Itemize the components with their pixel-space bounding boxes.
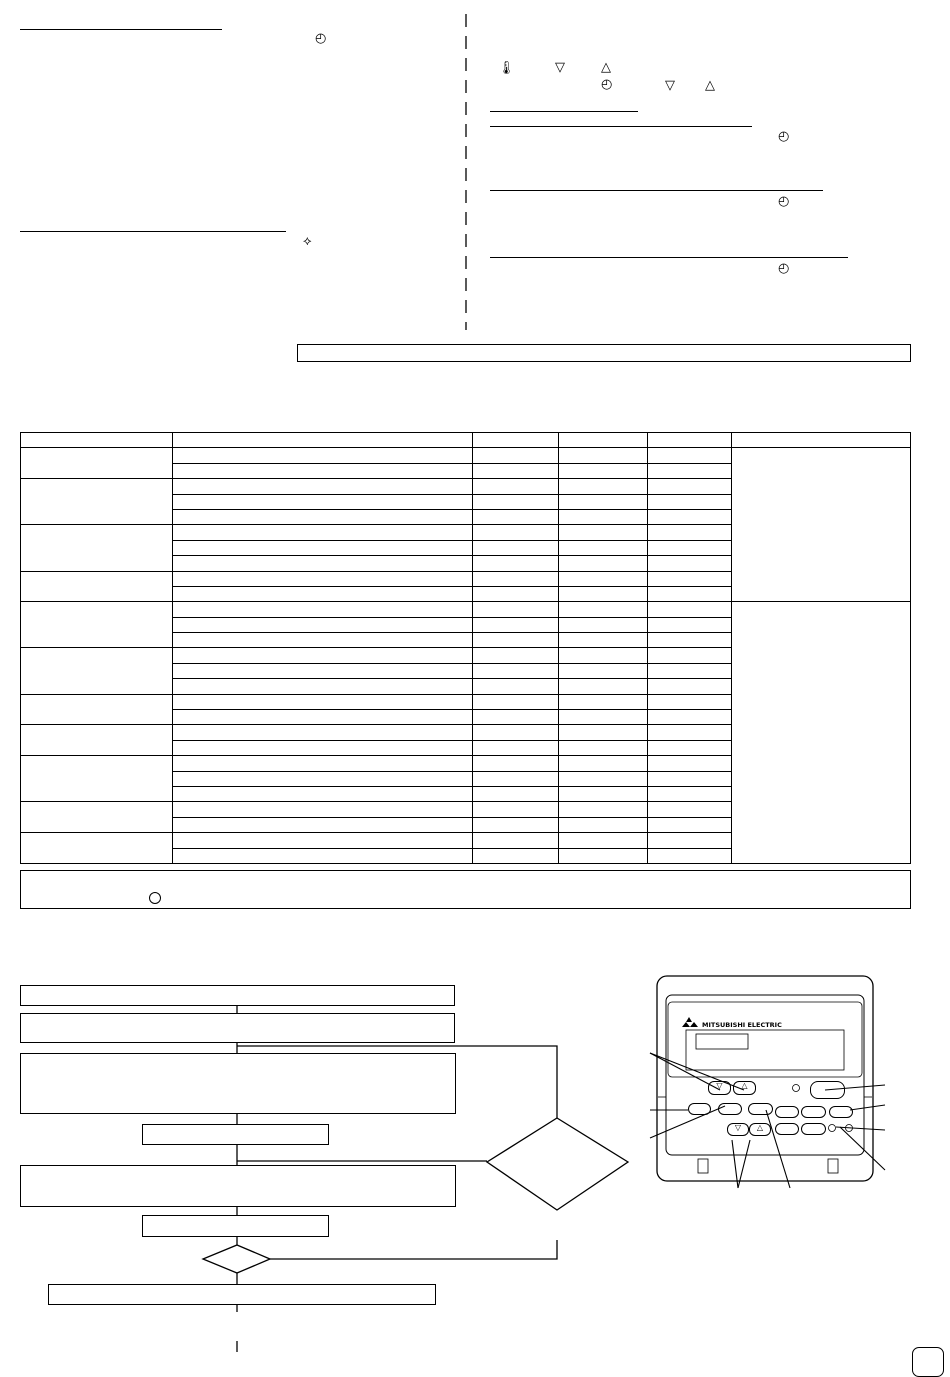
triangle-up-icon: △ (705, 78, 715, 93)
timer-icon: ◴ (601, 77, 613, 92)
triangle-down-icon: ▽ (555, 60, 565, 75)
set-time-up-button[interactable]: △ (749, 1123, 771, 1136)
flowchart-step (20, 1013, 455, 1043)
triangle-up-icon: △ (601, 60, 611, 75)
flowchart-step (142, 1215, 329, 1237)
brand-logo-text: MITSUBISHI ELECTRIC (702, 1021, 782, 1029)
temperature-icon: 🌡 (498, 61, 515, 76)
flowchart-step (20, 1053, 456, 1114)
temperature-up-button[interactable]: △ (733, 1081, 756, 1095)
flowchart-step (20, 1165, 456, 1207)
callout-leader-lines (640, 1040, 890, 1200)
flowchart-step (20, 985, 455, 1006)
flowchart-step (48, 1284, 436, 1305)
timer-icon: ◴ (778, 261, 790, 276)
timer-icon: ◴ (778, 129, 790, 144)
timer-icon: ◴ (315, 31, 327, 46)
check-icon: ⟡ (303, 234, 312, 249)
triangle-down-icon: ▽ (665, 78, 675, 93)
set-time-down-button[interactable]: ▽ (727, 1123, 749, 1136)
temperature-down-button[interactable]: ▽ (708, 1081, 731, 1095)
timer-icon: ◴ (778, 194, 790, 209)
flowchart-step (142, 1124, 329, 1145)
decision-diamond-small (203, 1245, 270, 1273)
decision-diamond (487, 1118, 628, 1210)
page-number-badge (912, 1347, 944, 1377)
